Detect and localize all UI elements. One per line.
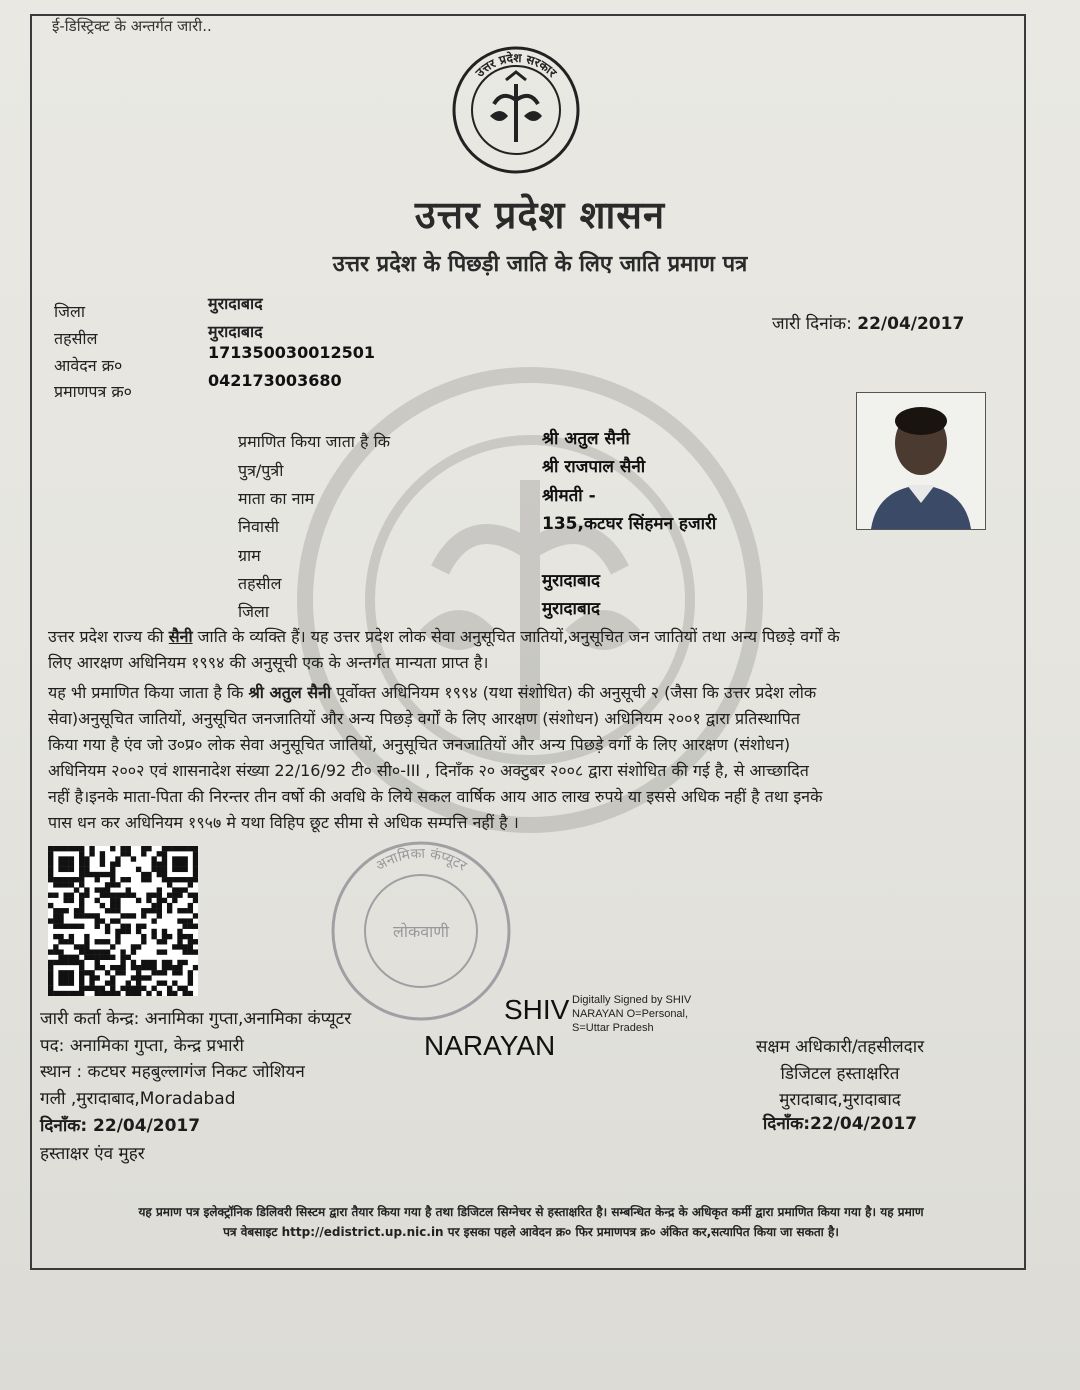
center-seal-stamp: [326, 836, 516, 1026]
detail-district-value: मुरादाबाद: [542, 599, 601, 619]
footer-note: [36, 1202, 1026, 1242]
para1-text-b: जाति के व्यक्ति हैं। यह उत्तर प्रदेश लोक सेवा अनुसूचित जातियों,अनुसूचित जन जातियों तथा अन्य पिछड़े वर्गों के: [192, 627, 840, 646]
para2-text-a: यह भी प्रमाणित किया जाता है कि: [48, 683, 249, 702]
header-note: ई-डिस्ट्रिक्ट के अन्तर्गत जारी..: [52, 17, 212, 35]
up-govt-emblem-icon: [450, 44, 582, 176]
detail-label-tehsil: तहसील: [238, 574, 282, 593]
applicant-name: श्री अतुल सैनी: [542, 429, 630, 449]
issuer-post: पद: अनामिका गुप्ता, केन्द्र प्रभारी: [40, 1036, 244, 1056]
stamp-outer-text: अनामिका कंप्यूटर: [373, 845, 470, 875]
qr-code-icon: [48, 846, 198, 996]
issuer-place-line2: गली ,मुरादाबाद,Moradabad: [40, 1089, 236, 1109]
page-title: उत्तर प्रदेश शासन: [414, 193, 666, 237]
footer-line-1: यह प्रमाण पत्र इलेक्ट्रॉनिक डिलिवरी सिस्टम द्वारा तैयार किया गया है तथा डिजिटल सिग्नेचर से हस्ताक्षरित है। सम्बन्धित केन्द्र के अधिकृत कर्मी द्वारा प्रमाणित किया गया है। यह प्रमाण: [138, 1205, 924, 1219]
detail-label-mother: माता का नाम: [238, 489, 315, 508]
para2-line-6: पास धन कर अधिनियम १९५७ मे यथा विहिप छूट सीमा से अधिक सम्पत्ति नहीं है ।: [48, 813, 519, 832]
certificate-paragraph-2: [48, 680, 998, 836]
para1-line-2: लिए आरक्षण अधिनियम १९९४ की अनुसूची एक के अन्तर्गत मान्यता प्राप्त है।: [48, 653, 489, 672]
tehsil-value: मुरादाबाद: [208, 322, 263, 341]
resident-address: 135,कटघर सिंहमन हजारी: [542, 514, 717, 534]
footer-line-2: पत्र वेबसाइट http://edistrict.up.nic.in पर इसका पहले आवेदन क्र० फिर प्रमाणपत्र क्र० अंकित कर,सत्यापित किया जा सकता है।: [223, 1225, 839, 1239]
signature-name-line2: NARAYAN: [424, 1030, 556, 1061]
certificate-number-label: प्रमाणपत्र क्र०: [54, 382, 132, 401]
authority-place: मुरादाबाद,मुरादाबाद: [779, 1090, 901, 1110]
para2-line-4: अधिनियम २००२ एवं शासनादेश संख्या 22/16/92 टी० सी०-III , दिनाँक २० अक्टुबर २००८ द्वारा संशोधित की गई है, से आच्छादित: [48, 761, 809, 780]
para2-line-5: नहीं है।इनके माता-पिता की निरन्तर तीन वर्षो की अवधि के लिये सकल वार्षिक आय आठ लाख रुपये या इससे अधिक नहीं है तथा इनके: [48, 787, 823, 806]
applicant-photo: [856, 392, 986, 530]
issuer-sign-seal: हस्ताक्षर एंव मुहर: [40, 1144, 145, 1164]
detail-tehsil-value: मुरादाबाद: [542, 571, 601, 591]
para2-line-1: [48, 680, 998, 706]
issue-date: [772, 311, 964, 334]
para2-applicant-name: श्री अतुल सैनी: [248, 683, 332, 702]
signature-detail-1: Digitally Signed by SHIV: [572, 994, 692, 1006]
certificate-paragraph-1: [48, 624, 998, 676]
detail-label-son-daughter: पुत्र/पुत्री: [238, 461, 284, 480]
para2-text-b: पूर्वोक्त अधिनियम १९९४ (यथा संशोधित) की अनुसूची २ (जैसा कि उत्तर प्रदेश लोक: [331, 683, 817, 702]
authority-date: दिनाँक:22/04/2017: [762, 1114, 918, 1134]
issue-date-value: 22/04/2017: [857, 314, 965, 334]
caste-name: सैनी: [168, 627, 193, 646]
application-number-value: 171350030012501: [208, 343, 375, 362]
detail-label-village: ग्राम: [238, 546, 261, 565]
signature-name-line1: SHIV: [504, 994, 570, 1025]
district-label: जिला: [54, 302, 86, 321]
mother-name: श्रीमती -: [542, 486, 596, 506]
detail-label-certified: प्रमाणित किया जाता है कि: [238, 432, 391, 451]
issuer-place-line1: स्थान : कटघर महबुल्लागंज निकट जोशियन: [40, 1062, 305, 1082]
signature-detail-3: S=Uttar Pradesh: [572, 1022, 654, 1034]
detail-label-district: जिला: [238, 602, 270, 621]
authority-title: सक्षम अधिकारी/तहसीलदार: [755, 1037, 925, 1057]
application-number-label: आवेदन क्र०: [54, 356, 123, 375]
issuer-center: जारी कर्ता केन्द्र: अनामिका गुप्ता,अनामिका कंप्यूटर: [40, 1009, 352, 1029]
tehsil-label: तहसील: [54, 329, 98, 348]
emblem-text: उत्तर प्रदेश सरकार: [472, 50, 560, 80]
para2-line-2: सेवा)अनुसूचित जातियों, अनुसूचित जनजातियों और अन्य पिछड़े वर्गों के लिए आरक्षण (संशोधन) अधिनियम २००१ द्वारा प्रतिस्थापित: [48, 709, 801, 728]
digital-signature-details: [572, 993, 691, 1035]
issuer-date: दिनाँक: 22/04/2017: [40, 1116, 201, 1136]
district-value: मुरादाबाद: [208, 294, 263, 313]
signature-detail-2: NARAYAN O=Personal,: [572, 1008, 689, 1020]
authority-digital-sign: डिजिटल हस्ताक्षरित: [780, 1064, 900, 1084]
para1-text-a: उत्तर प्रदेश राज्य की: [48, 627, 169, 646]
certificate-subtitle: उत्तर प्रदेश के पिछड़ी जाति के लिए जाति प्रमाण पत्र: [332, 252, 748, 277]
detail-label-resident: निवासी: [238, 517, 280, 536]
certificate-number-value: 042173003680: [208, 371, 342, 390]
para2-line-3: किया गया है एंव जो उ०प्र० लोक सेवा अनुसूचित जातियों, अनुसूचित जनजातियों और अन्य पिछड़े वर्गों के लिए आरक्षण (संशोधन): [48, 735, 791, 754]
issue-date-label: जारी दिनांक:: [772, 314, 852, 334]
para1-line-1: [48, 624, 998, 650]
father-name: श्री राजपाल सैनी: [542, 457, 646, 477]
stamp-inner-text: लोकवाणी: [392, 922, 450, 941]
